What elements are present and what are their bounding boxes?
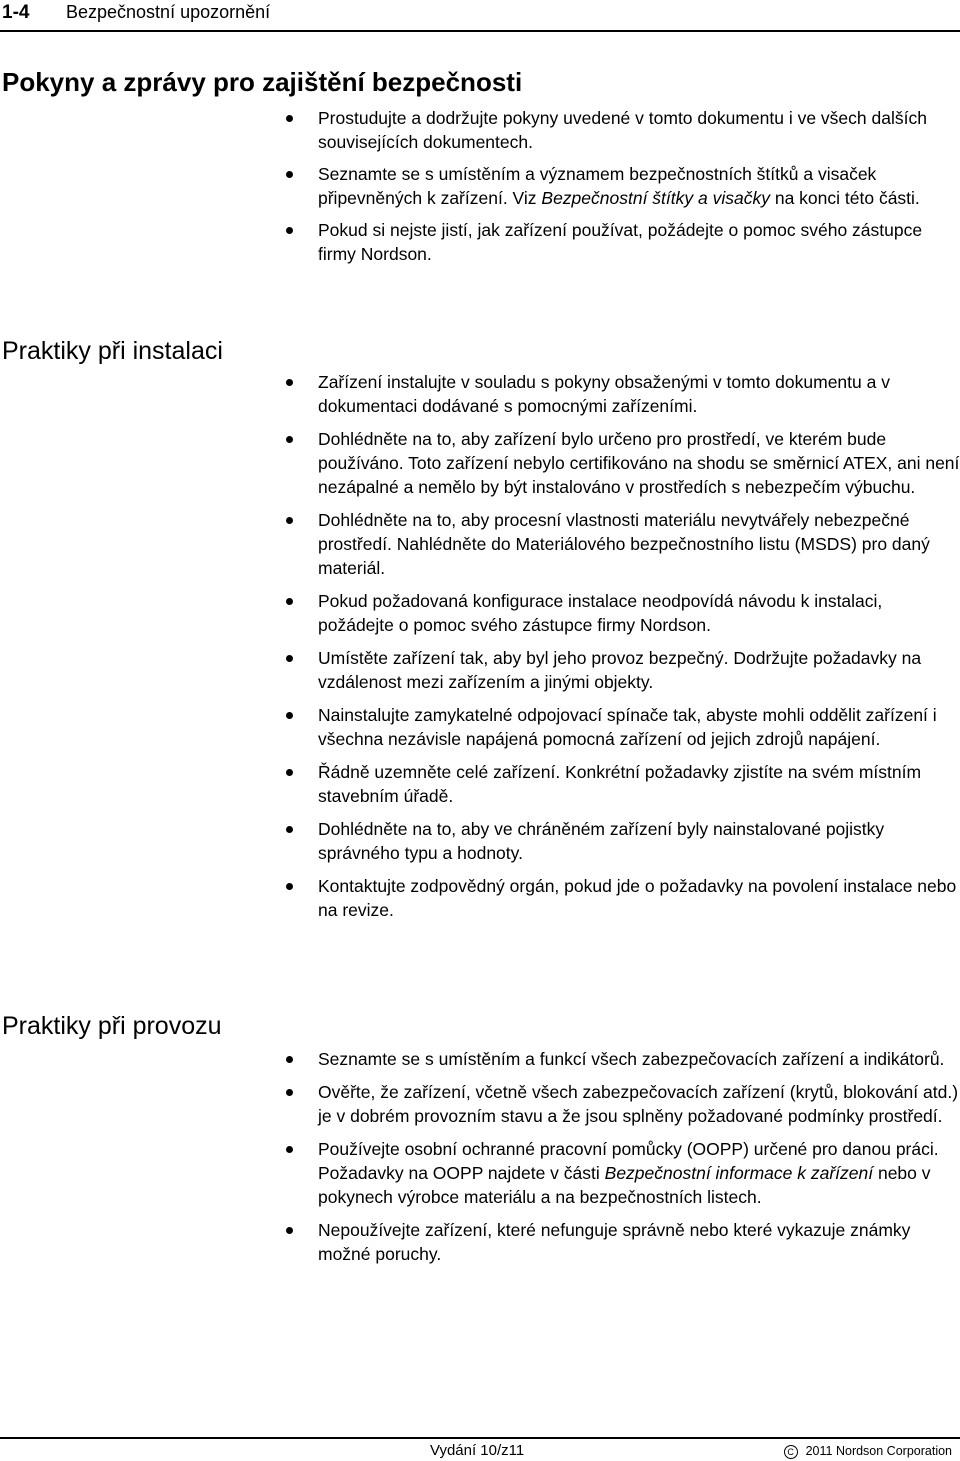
copyright-notice: C 2011 Nordson Corporation — [784, 1444, 952, 1459]
copyright-icon: C — [784, 1445, 798, 1459]
list-item: Dohlédněte na to, aby ve chráněném zařízení byly nainstalované pojistky správného typu a hodnoty. — [280, 817, 960, 865]
header-divider — [0, 30, 960, 32]
list-item: Zařízení instalujte v souladu s pokyny obsaženými v tomto dokumentu a v dokumentaci dodávané s pomocnými zařízeními. — [280, 370, 960, 418]
general-list — [280, 106, 960, 266]
footer-divider — [0, 1437, 960, 1439]
installation-list — [280, 370, 960, 922]
page-header — [0, 0, 960, 26]
list-item: Dohlédněte na to, aby procesní vlastnosti materiálu nevytvářely nebezpečné prostředí. Nahlédněte do Materiálového bezpečnostního listu (MSDS) pro daný materiál. — [280, 508, 960, 580]
list-item: Používejte osobní ochranné pracovní pomůcky (OOPP) určené pro danou práci. Požadavky na OOPP najdete v části Bezpečnostní informace k zařízení nebo v pokynech výrobce materiálu a na bezpečnostních listech. — [280, 1137, 960, 1209]
list-item: Dohlédněte na to, aby zařízení bylo určeno pro prostředí, ve kterém bude používáno. Toto zařízení nebylo certifikováno na shodu se směrnicí ATEX, ani není nezápalné a nemělo by být instalováno v prostředích s nebezpečím výbuchu. — [280, 427, 960, 499]
list-item: Řádně uzemněte celé zařízení. Konkrétní požadavky zjistíte na svém místním stavebním úřadě. — [280, 760, 960, 808]
list-item: Umístěte zařízení tak, aby byl jeho provoz bezpečný. Dodržujte požadavky na vzdálenost mezi zařízením a jinými objekty. — [280, 646, 960, 694]
operation-list — [280, 1047, 960, 1266]
list-item: Kontaktujte zodpovědný orgán, pokud jde o požadavky na povolení instalace nebo na revize. — [280, 874, 960, 922]
section-heading-general: Pokyny a zprávy pro zajištění bezpečnosti — [2, 67, 523, 97]
list-item: Nainstalujte zamykatelné odpojovací spínače tak, abyste mohli oddělit zařízení i všechna nezávisle napájená pomocná zařízení od jejich zdrojů napájení. — [280, 703, 960, 751]
chapter-title: Bezpečnostní upozornění — [66, 2, 271, 22]
list-item: Prostudujte a dodržujte pokyny uvedené v tomto dokumentu i ve všech dalších souvisejících dokumentech. — [280, 106, 960, 154]
list-item: Seznamte se s umístěním a významem bezpečnostních štítků a visaček připevněných k zařízení. Viz Bezpečnostní štítky a visačky na konci této části. — [280, 162, 960, 210]
list-item: Pokud požadovaná konfigurace instalace neodpovídá návodu k instalaci, požádejte o pomoc svého zástupce firmy Nordson. — [280, 589, 960, 637]
list-item: Seznamte se s umístěním a funkcí všech zabezpečovacích zařízení a indikátorů. — [280, 1047, 960, 1071]
list-item: Ověřte, že zařízení, včetně všech zabezpečovacích zařízení (krytů, blokování atd.) je v dobrém provozním stavu a že jsou splněny požadované podmínky prostředí. — [280, 1080, 960, 1128]
section-heading-operation: Praktiky při provozu — [2, 1012, 222, 1040]
section-heading-installation: Praktiky při instalaci — [2, 337, 223, 365]
edition-label: Vydání 10/z11 — [430, 1442, 525, 1459]
list-item: Nepoužívejte zařízení, které nefunguje správně nebo které vykazuje známky možné poruchy. — [280, 1218, 960, 1266]
page-number: 1-4 — [2, 2, 30, 23]
list-item: Pokud si nejste jistí, jak zařízení používat, požádejte o pomoc svého zástupce firmy Nordson. — [280, 218, 960, 266]
